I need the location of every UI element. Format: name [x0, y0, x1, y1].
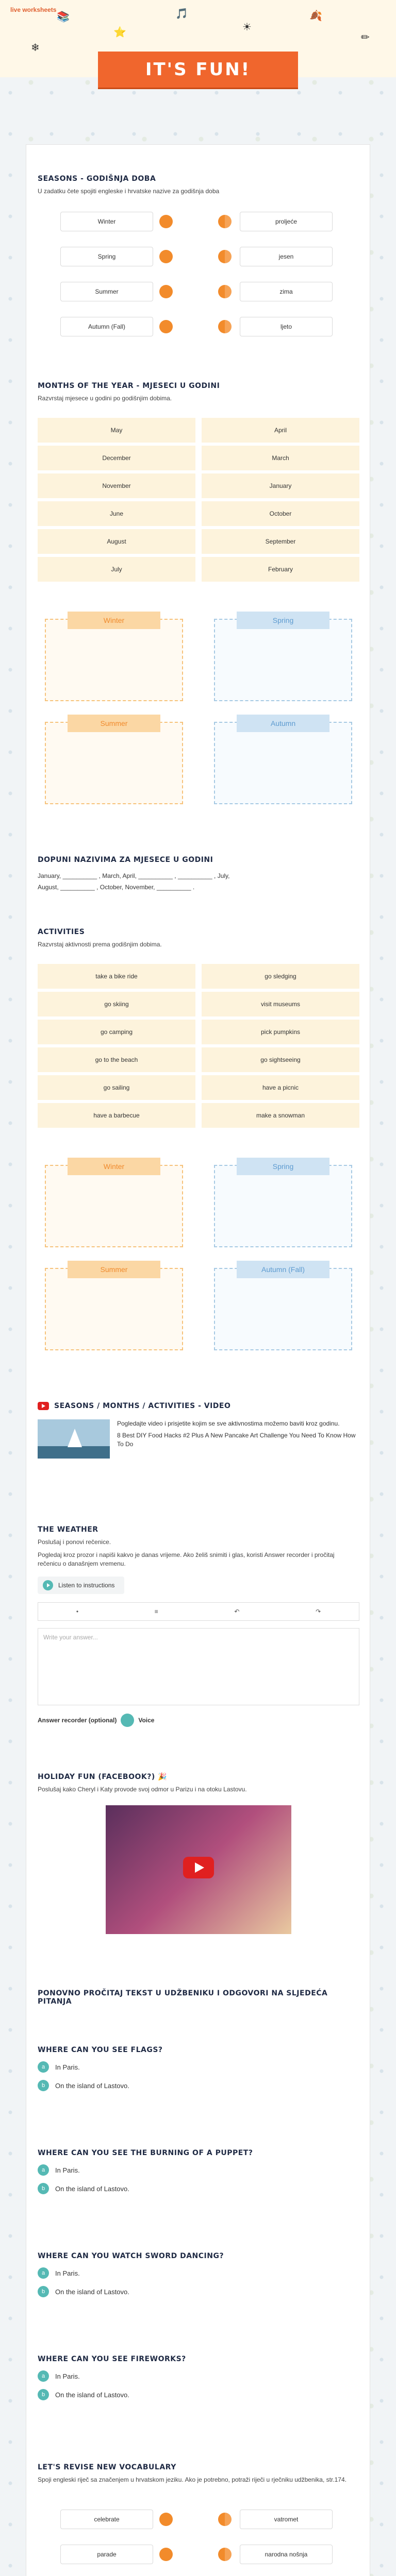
- drop-box-winter[interactable]: [45, 616, 183, 701]
- match-right[interactable]: zima: [240, 282, 333, 301]
- match-right[interactable]: narodna nošnja: [240, 2545, 333, 2564]
- drag-item[interactable]: November: [38, 473, 195, 498]
- fill-line[interactable]: January, __________ , March, April, __________ , __________ , July,: [38, 872, 230, 879]
- match-right[interactable]: jesen: [240, 247, 333, 266]
- holiday-section: [26, 1773, 371, 1934]
- match-left[interactable]: Winter: [60, 212, 153, 231]
- option-a-icon: a: [38, 2164, 49, 2176]
- leaf-icon: 🍂: [309, 10, 322, 22]
- undo-icon[interactable]: ↶: [234, 1608, 240, 1615]
- sun-icon: ☀: [242, 22, 252, 33]
- drop-box-spring[interactable]: [214, 1162, 352, 1247]
- voice-label: Voice: [138, 1717, 155, 1724]
- pencil-icon: ✏: [361, 32, 370, 43]
- drop-label: Summer: [68, 715, 160, 732]
- vocab-instruction: Spoji engleski riječ sa značenjem u hrvatskom jeziku. Ako je potrebno, potraži riječi u rječniku udžbenika, str.174.: [38, 2476, 346, 2483]
- play-icon: [43, 1580, 53, 1590]
- drop-label: Autumn (Fall): [237, 1261, 329, 1278]
- vocab-section: [26, 2463, 371, 2484]
- match-dot[interactable]: [218, 2513, 232, 2526]
- listen-button[interactable]: [38, 1577, 124, 1594]
- drop-label: Spring: [237, 1158, 329, 1175]
- activities-section: [26, 928, 371, 949]
- drag-item[interactable]: December: [38, 446, 195, 470]
- drag-item[interactable]: February: [202, 557, 359, 582]
- answer-text: In Paris.: [55, 2166, 80, 2174]
- weather-section: [26, 1526, 371, 1727]
- drag-item[interactable]: September: [202, 529, 359, 554]
- match-dot[interactable]: [218, 215, 232, 228]
- holiday-title: HOLIDAY FUN (FACEBOOK?) 🎉: [38, 1773, 168, 1781]
- mic-icon[interactable]: [121, 1714, 134, 1727]
- editor-toolbar[interactable]: [38, 1602, 359, 1621]
- video-description: Pogledajte video i prisjetite kojim se sve aktivnostima možemo baviti kroz godinu.: [117, 1420, 340, 1427]
- video-title: SEASONS / MONTHS / ACTIVITIES - VIDEO: [54, 1402, 231, 1410]
- drag-item[interactable]: June: [38, 501, 195, 526]
- drag-item[interactable]: visit museums: [202, 992, 359, 1016]
- star-icon: ⭐: [113, 27, 126, 38]
- seasons-instruction: U zadatku čete spojiti engleske i hrvatske nazive za godišnja doba: [38, 188, 220, 195]
- answer-option[interactable]: [38, 2061, 359, 2073]
- drag-item[interactable]: October: [202, 501, 359, 526]
- match-left[interactable]: Spring: [60, 247, 153, 266]
- redo-icon[interactable]: ↷: [316, 1608, 321, 1615]
- option-a-icon: a: [38, 2267, 49, 2279]
- option-b-icon: b: [38, 2080, 49, 2091]
- drag-item[interactable]: pick pumpkins: [202, 1020, 359, 1044]
- match-dot[interactable]: [218, 320, 232, 333]
- seasons-title: SEASONS - GODIŠNJA DOBA: [38, 175, 156, 183]
- holiday-desc: Poslušaj kako Cheryl i Katy provode svoj odmor u Parizu i na otoku Lastovu.: [38, 1786, 247, 1793]
- months-instruction: Razvrstaj mjesece u godini po godišnjim dobima.: [38, 395, 172, 402]
- option-a-icon: a: [38, 2061, 49, 2073]
- answer-option[interactable]: [38, 2164, 359, 2176]
- answer-text: In Paris.: [55, 2269, 80, 2277]
- answer-text: On the island of Lastovo.: [55, 2081, 129, 2090]
- drag-item[interactable]: go sailing: [38, 1075, 195, 1100]
- listen-label: Listen to instructions: [58, 1582, 115, 1589]
- answer-text: In Paris.: [55, 2372, 80, 2380]
- option-b-icon: b: [38, 2389, 49, 2400]
- match-dot[interactable]: [218, 285, 232, 298]
- questions-section: [26, 1989, 371, 2006]
- answer-option[interactable]: [38, 2286, 359, 2297]
- drag-item[interactable]: March: [202, 446, 359, 470]
- match-right[interactable]: vatromet: [240, 2510, 333, 2529]
- answer-option[interactable]: [38, 2183, 359, 2194]
- drag-item[interactable]: go camping: [38, 1020, 195, 1044]
- drop-box-winter[interactable]: [45, 1162, 183, 1247]
- drop-box-spring[interactable]: [214, 616, 352, 701]
- logo: live worksheets: [10, 6, 57, 13]
- drop-label: Spring: [237, 612, 329, 629]
- match-dot[interactable]: [159, 320, 173, 333]
- question-text: WHERE CAN YOU SEE FLAGS?: [38, 2046, 163, 2054]
- question-text: WHERE CAN YOU SEE FIREWORKS?: [38, 2355, 186, 2363]
- drag-item[interactable]: July: [38, 557, 195, 582]
- answer-option[interactable]: [38, 2080, 359, 2091]
- drop-box-autumn[interactable]: [214, 719, 352, 804]
- fill-line[interactable]: August, __________ , October, November, __________ .: [38, 884, 195, 891]
- music-icon: 🎵: [175, 8, 188, 20]
- holiday-video[interactable]: [106, 1805, 291, 1934]
- drag-item[interactable]: go skiing: [38, 992, 195, 1016]
- weather-p1: Poslušaj i ponovi rečenice.: [38, 1538, 111, 1546]
- youtube-icon: [38, 1402, 49, 1410]
- page-title: IT'S FUN!: [98, 52, 298, 88]
- drag-item[interactable]: go sightseeing: [202, 1047, 359, 1072]
- match-dot[interactable]: [218, 2548, 232, 2561]
- worksheet-card: [26, 144, 370, 2576]
- recorder-label: Answer recorder (optional): [38, 1717, 117, 1724]
- drop-label: Winter: [68, 1158, 160, 1175]
- answer-text: In Paris.: [55, 2063, 80, 2071]
- drag-item[interactable]: May: [38, 418, 195, 443]
- match-left[interactable]: Summer: [60, 282, 153, 301]
- sailboat-icon: [68, 1429, 82, 1447]
- answer-option[interactable]: [38, 2370, 359, 2382]
- drop-label: Summer: [68, 1261, 160, 1278]
- fill-months-section: [26, 856, 371, 893]
- questions-title: PONOVNO PROČITAJ TEKST U UDŽBENIKU I ODGOVORI NA SLJEDEĆA PITANJA: [38, 1989, 328, 2006]
- answer-textarea[interactable]: Write your answer...: [38, 1628, 359, 1705]
- video-thumbnail[interactable]: [38, 1419, 110, 1459]
- video-link[interactable]: 8 Best DIY Food Hacks #2 Plus A New Pancake Art Challenge You Need To Know How To Do: [117, 1432, 356, 1448]
- question-block: [26, 2252, 371, 2297]
- option-b-icon: b: [38, 2286, 49, 2297]
- drop-box-autumn[interactable]: [214, 1265, 352, 1350]
- question-block: [26, 2149, 371, 2194]
- book-icon: 📚: [57, 11, 70, 23]
- answer-option[interactable]: [38, 2267, 359, 2279]
- play-button-icon[interactable]: [183, 1857, 214, 1878]
- bullet-icon[interactable]: •: [76, 1608, 79, 1615]
- snow-icon: ❄: [31, 42, 40, 54]
- seasons-section: [26, 175, 371, 196]
- question-block: [26, 2355, 371, 2400]
- match-right[interactable]: ljeto: [240, 317, 333, 336]
- drop-label: Winter: [68, 612, 160, 629]
- drag-item[interactable]: have a barbecue: [38, 1103, 195, 1128]
- question-block: [26, 2046, 371, 2091]
- drop-label: Autumn: [237, 715, 329, 732]
- drop-box-summer[interactable]: [45, 1265, 183, 1350]
- match-dot[interactable]: [159, 2548, 173, 2561]
- drag-item[interactable]: August: [38, 529, 195, 554]
- match-dot[interactable]: [218, 250, 232, 263]
- match-dot[interactable]: [159, 215, 173, 228]
- activities-title: ACTIVITIES: [38, 928, 85, 936]
- weather-title: THE WEATHER: [38, 1526, 98, 1534]
- drag-item[interactable]: take a bike ride: [38, 964, 195, 989]
- drag-item[interactable]: go sledging: [202, 964, 359, 989]
- months-section: [26, 382, 371, 403]
- fill-months-title: DOPUNI NAZIVIMA ZA MJESECE U GODINI: [38, 856, 213, 864]
- vocab-title: LET'S REVISE NEW VOCABULARY: [38, 2463, 176, 2471]
- match-right[interactable]: proljeće: [240, 212, 333, 231]
- drag-item[interactable]: go to the beach: [38, 1047, 195, 1072]
- match-left[interactable]: Autumn (Fall): [60, 317, 153, 336]
- match-dot[interactable]: [159, 285, 173, 298]
- option-b-icon: b: [38, 2183, 49, 2194]
- answer-option[interactable]: [38, 2389, 359, 2400]
- drag-item[interactable]: April: [202, 418, 359, 443]
- months-title: MONTHS OF THE YEAR - MJESECI U GODINI: [38, 382, 220, 390]
- answer-text: On the island of Lastovo.: [55, 2184, 129, 2193]
- option-a-icon: a: [38, 2370, 49, 2382]
- question-text: WHERE CAN YOU WATCH SWORD DANCING?: [38, 2252, 224, 2260]
- answer-text: On the island of Lastovo.: [55, 2391, 129, 2399]
- activities-instruction: Razvrstaj aktivnosti prema godišnjim dobima.: [38, 941, 162, 948]
- drop-box-summer[interactable]: [45, 719, 183, 804]
- list-icon[interactable]: ≡: [154, 1608, 158, 1615]
- question-text: WHERE CAN YOU SEE THE BURNING OF A PUPPET?: [38, 2149, 253, 2157]
- answer-text: On the island of Lastovo.: [55, 2287, 129, 2296]
- weather-p2: Pogledaj kroz prozor i napiši kakvo je danas vrijeme. Ako želiš snimiti i glas, koristi Answer recorder i pročitaj rečenicu o današnjem vremenu.: [38, 1551, 335, 1567]
- video-section: [26, 1402, 371, 1459]
- drag-item[interactable]: have a picnic: [202, 1075, 359, 1100]
- drag-item[interactable]: January: [202, 473, 359, 498]
- match-left[interactable]: celebrate: [60, 2510, 153, 2529]
- match-dot[interactable]: [159, 250, 173, 263]
- match-dot[interactable]: [159, 2513, 173, 2526]
- drag-item[interactable]: make a snowman: [202, 1103, 359, 1128]
- match-left[interactable]: parade: [60, 2545, 153, 2564]
